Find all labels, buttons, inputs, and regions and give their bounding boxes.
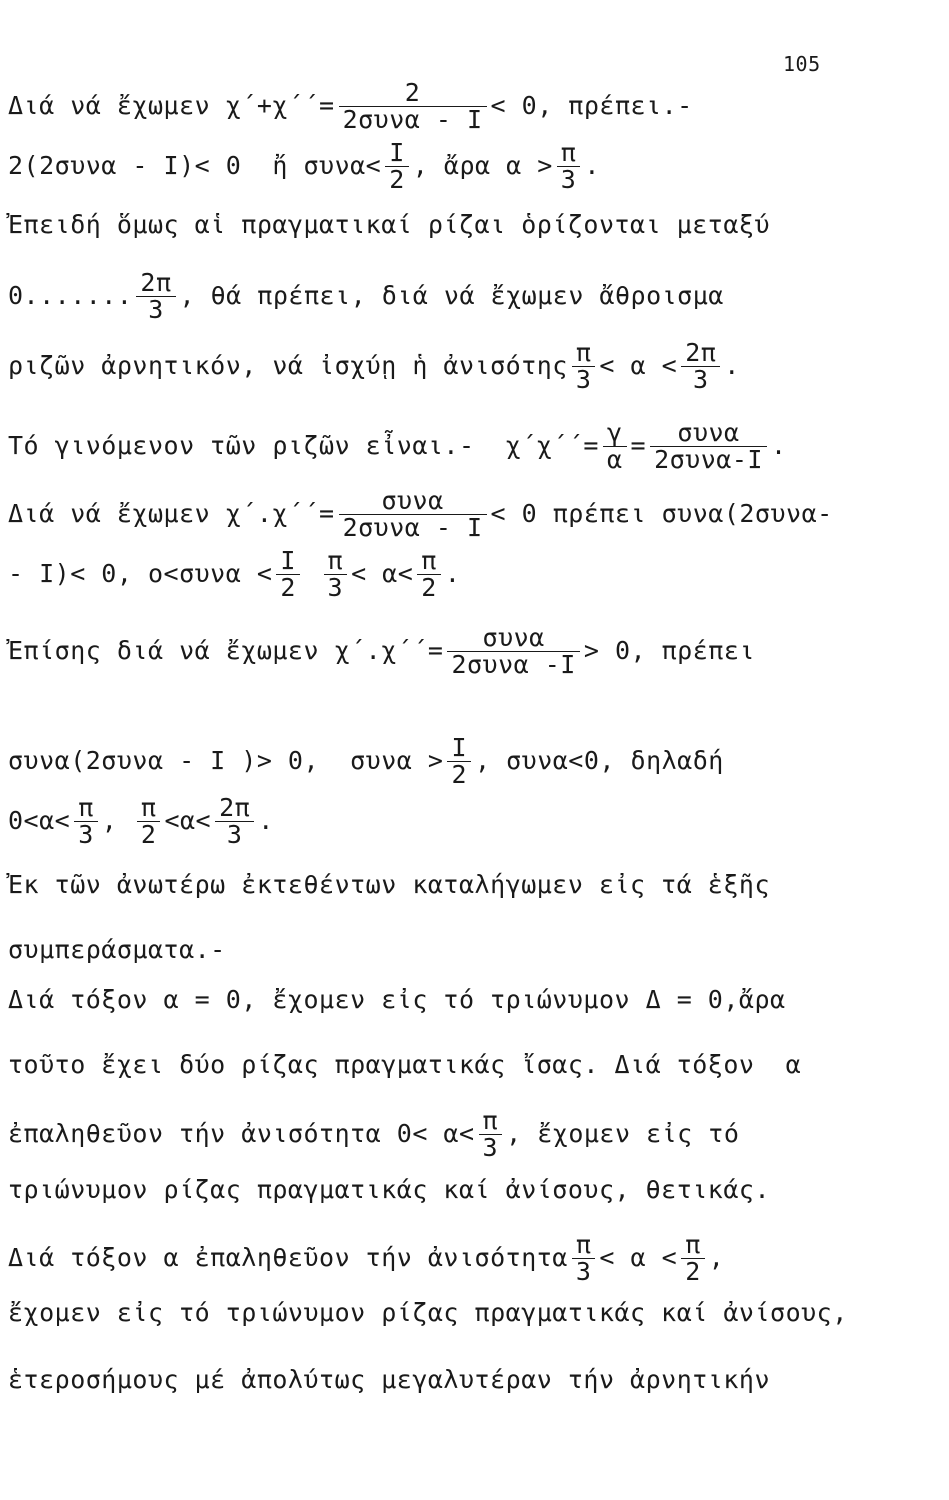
text-run: ἔχομεν εἰς τό τριώνυμον ρίζας πραγματικάς καί ἀνίσους, xyxy=(8,1298,848,1327)
fraction-denominator: 3 xyxy=(692,365,709,395)
fraction-numerator: συνα xyxy=(650,420,767,447)
fraction-numerator: 2 xyxy=(339,80,487,107)
text-line xyxy=(8,210,770,239)
fraction xyxy=(557,140,581,194)
fraction-numerator: 2π xyxy=(681,340,720,367)
text-line xyxy=(8,140,600,194)
text-run: < α < xyxy=(599,350,678,380)
text-line xyxy=(8,420,787,474)
fraction-denominator: α xyxy=(606,445,623,475)
fraction-denominator: 2 xyxy=(421,573,437,603)
text-run: , xyxy=(101,805,133,835)
fraction xyxy=(339,80,487,134)
fraction-numerator: π xyxy=(681,1232,705,1259)
text-run: συμπεράσματα.- xyxy=(8,935,226,964)
fraction-numerator: π xyxy=(417,548,441,575)
text-run: < α < xyxy=(599,1242,678,1272)
text-run: Διά νά ἔχωμεν χ΄+χ΄΄= xyxy=(8,90,335,120)
text-line xyxy=(8,340,740,394)
text-line xyxy=(8,1175,770,1204)
text-run: Ἐκ τῶν ἀνωτέρω ἐκτεθέντων καταλήγωμεν εἰς τά ἑξῆς xyxy=(8,870,771,899)
text-run xyxy=(304,559,320,588)
text-line xyxy=(8,548,460,602)
fraction-numerator: π xyxy=(557,140,581,167)
text-run: τριώνυμον ρίζας πραγματικάς καί ἀνίσους, θετικάς. xyxy=(8,1175,771,1204)
text-run: . xyxy=(724,350,740,380)
text-run: , συνα<0, δηλαδή xyxy=(475,745,724,775)
text-line xyxy=(8,1108,739,1162)
text-run: ἑτεροσήμους μέ ἀπολύτως μεγαλυτέραν τήν ἀρνητικήν xyxy=(8,1365,771,1394)
fraction-denominator: 3 xyxy=(78,820,94,850)
fraction xyxy=(136,270,175,324)
fraction-numerator: π xyxy=(74,795,98,822)
text-run: . xyxy=(444,558,461,588)
fraction-numerator: 2π xyxy=(136,270,175,297)
text-run: ριζῶν ἀρνητικόν, νά ἰσχύῃ ἡ ἀνισότης xyxy=(8,350,568,380)
fraction-numerator: π xyxy=(572,1232,596,1259)
text-run: Ἐπειδή ὅμως αἱ πραγματικαί ρίζαι ὁρίζονται μεταξύ xyxy=(8,210,771,239)
fraction xyxy=(447,625,579,679)
text-line xyxy=(8,1365,770,1394)
text-line xyxy=(8,735,724,789)
fraction-denominator: 2 xyxy=(685,1257,701,1287)
text-line xyxy=(8,1050,801,1079)
fraction-denominator: 2συνα-Ι xyxy=(654,445,763,475)
text-run: , xyxy=(708,1242,725,1272)
text-run: 0<α< xyxy=(8,805,71,835)
text-run: Διά νά ἔχωμεν χ΄.χ΄΄= xyxy=(8,498,335,528)
fraction-denominator: 3 xyxy=(560,165,577,195)
text-run: τοῦτο ἔχει δύο ρίζας πραγματικάς ἴσας. Διά τόξον α xyxy=(8,1050,802,1079)
fraction-numerator: π xyxy=(572,340,596,367)
fraction-denominator: 2 xyxy=(280,573,296,603)
fraction xyxy=(339,488,487,542)
text-run: 2(2συνα - Ι)< 0 ἤ συνα< xyxy=(8,150,382,180)
fraction-numerator: Ι xyxy=(385,140,409,167)
fraction-denominator: 3 xyxy=(482,1133,499,1163)
text-line xyxy=(8,625,755,679)
text-run: . xyxy=(258,805,274,835)
fraction-numerator: π xyxy=(324,548,348,575)
text-run: 0....... xyxy=(8,280,133,310)
fraction-denominator: 2συνα - Ι xyxy=(342,513,483,543)
fraction-numerator: 2π xyxy=(215,795,254,822)
text-line xyxy=(8,795,274,849)
fraction xyxy=(447,735,471,789)
fraction-numerator: Ι xyxy=(276,548,300,575)
text-run: Ἐπίσης διά νά ἔχωμεν χ΄.χ΄΄= xyxy=(8,635,444,665)
text-run: <α< xyxy=(164,805,212,835)
text-line xyxy=(8,80,693,134)
fraction-denominator: 3 xyxy=(148,295,164,325)
text-run: Διά τόξον α ἐπαληθεῦον τήν ἀνισότητα xyxy=(8,1242,568,1272)
fraction-denominator: 2 xyxy=(140,820,157,850)
text-line xyxy=(8,870,770,899)
fraction xyxy=(385,140,409,194)
fraction xyxy=(215,795,254,849)
fraction xyxy=(417,548,441,602)
text-run: ἐπαληθεῦον τήν ἀνισότητα 0< α< xyxy=(8,1118,475,1148)
page-number: 105 xyxy=(783,52,821,76)
text-run: , ἔχομεν εἰς τό xyxy=(506,1118,740,1148)
text-run: < 0 πρέπει συνα(2συνα- xyxy=(490,498,833,528)
fraction xyxy=(324,548,348,602)
text-line xyxy=(8,1298,848,1327)
text-run: > 0, πρέπει xyxy=(583,635,755,665)
fraction-denominator: 2 xyxy=(451,760,467,790)
text-run: . xyxy=(770,430,787,460)
text-line xyxy=(8,935,226,964)
text-run: , ἄρα α > xyxy=(412,150,553,180)
text-run: < α< xyxy=(351,558,414,588)
text-run: . xyxy=(584,150,600,180)
fraction xyxy=(74,795,98,849)
fraction xyxy=(137,795,161,849)
fraction xyxy=(276,548,300,602)
fraction xyxy=(681,340,720,394)
fraction-denominator: 3 xyxy=(327,573,344,603)
fraction-denominator: 2 xyxy=(389,165,405,195)
fraction-denominator: 3 xyxy=(575,365,592,395)
text-line xyxy=(8,1232,724,1286)
fraction-numerator: Ι xyxy=(447,735,471,762)
fraction xyxy=(572,1232,596,1286)
fraction-denominator: 2συνα - Ι xyxy=(342,105,483,135)
text-run: Διά τόξον α = 0, ἔχομεν εἰς τό τριώνυμον Δ = 0,ἄρα xyxy=(8,985,786,1014)
text-run: Τό γινόμενον τῶν ριζῶν εἶναι.- χ΄χ΄΄= xyxy=(8,430,599,460)
text-run: - Ι)< 0, ο<συνα < xyxy=(8,558,273,588)
fraction xyxy=(603,420,627,474)
text-line xyxy=(8,985,786,1014)
text-line xyxy=(8,488,833,542)
fraction-numerator: π xyxy=(137,795,161,822)
text-run: = xyxy=(630,430,647,460)
fraction-denominator: 2συνα -Ι xyxy=(451,650,576,680)
fraction xyxy=(479,1108,503,1162)
fraction xyxy=(650,420,767,474)
text-run: συνα(2συνα - Ι )> 0, συνα > xyxy=(8,745,444,775)
text-line xyxy=(8,270,724,324)
fraction-numerator: γ xyxy=(603,420,627,447)
fraction-numerator: συνα xyxy=(447,625,579,652)
fraction-denominator: 3 xyxy=(226,820,243,850)
fraction xyxy=(681,1232,705,1286)
fraction-denominator: 3 xyxy=(575,1257,592,1287)
text-run: , θά πρέπει, διά νά ἔχωμεν ἄθροισμα xyxy=(179,280,724,310)
fraction-numerator: συνα xyxy=(339,488,487,515)
text-run: < 0, πρέπει.- xyxy=(490,90,693,120)
fraction-numerator: π xyxy=(479,1108,503,1135)
fraction xyxy=(572,340,596,394)
